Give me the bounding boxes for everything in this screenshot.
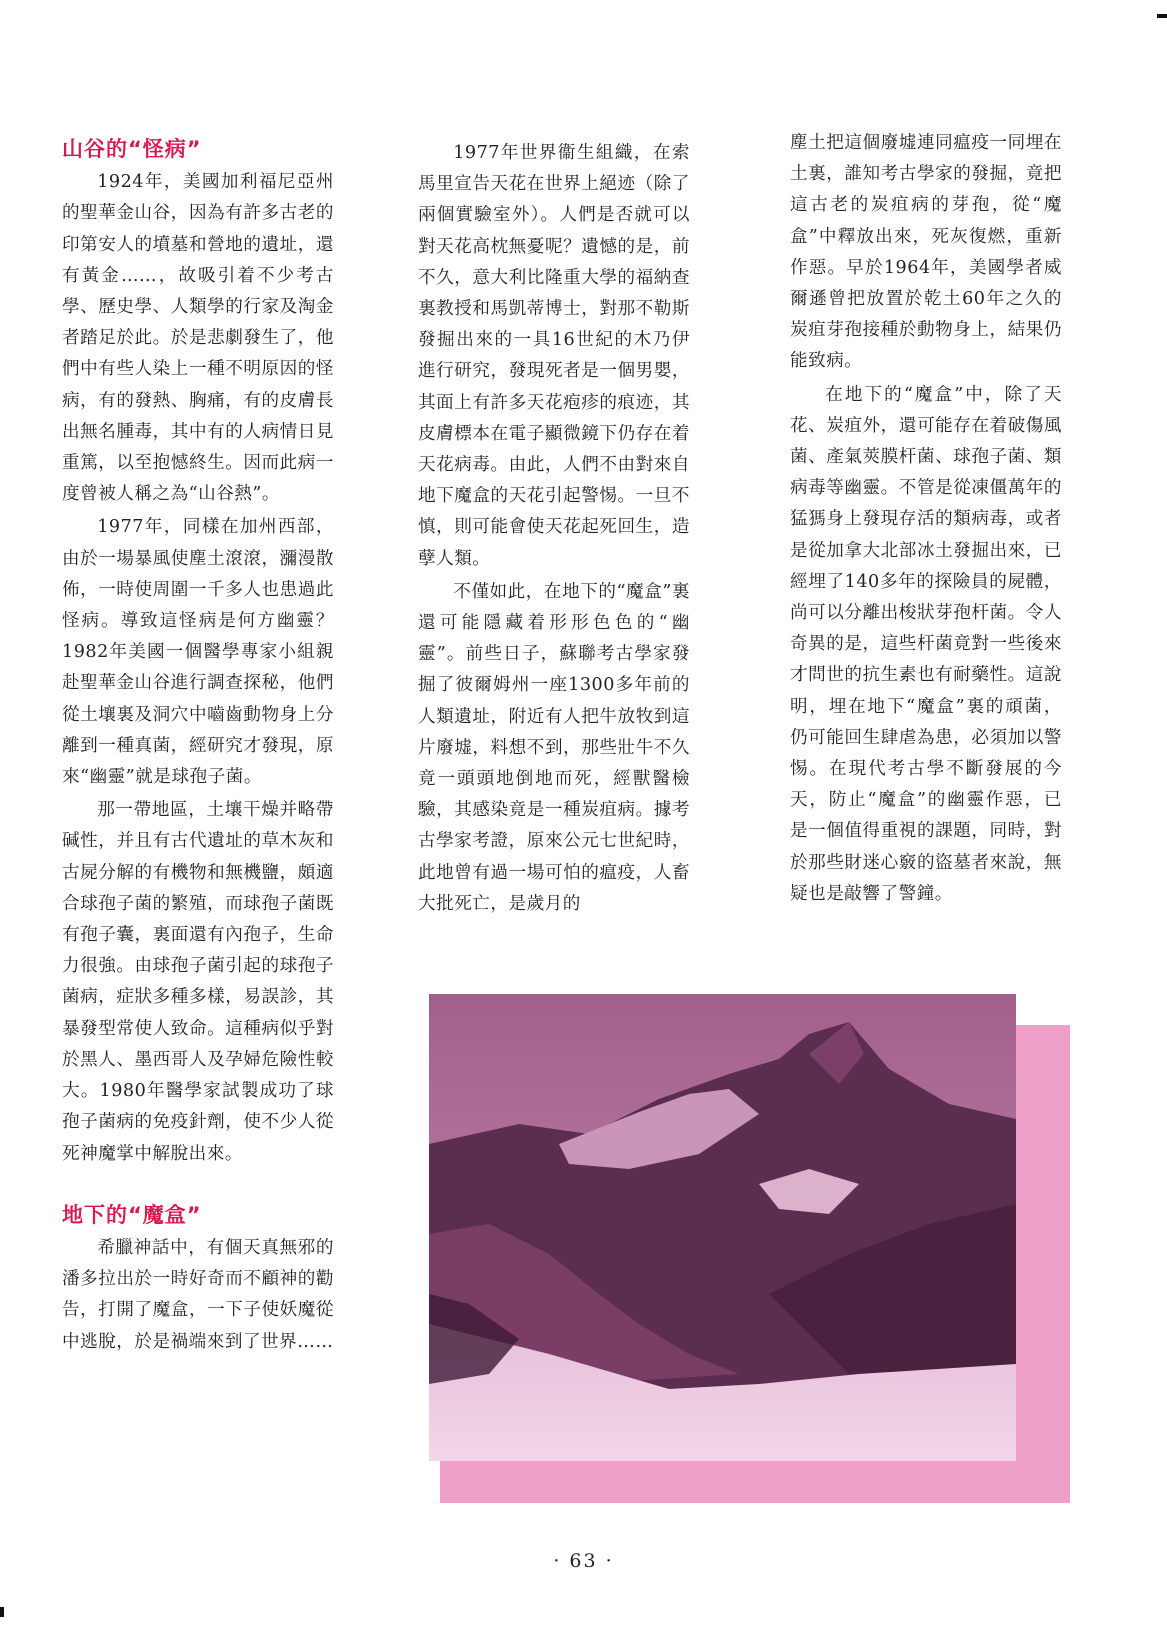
mountain-photo (429, 994, 1016, 1461)
paragraph: 在地下的“魔盒”中，除了天花、炭疽外，還可能存在着破傷風菌、產氣莢膜杆菌、球孢子菌、類病毒等幽靈。不管是從凍僵萬年的猛獁身上發現存活的類病毒，或者是從加拿大北部冰土發掘出來，已經埋了140多年的探險員的屍體，尚可以分離出梭狀芽孢杆菌。令人奇異的是，這些杆菌竟對一些後來才問世的抗生素也有耐藥性。這說明，埋在地下“魔盒”裏的頑菌，仍可能回生肆虐為患，必須加以警惕。在現代考古學不斷發展的今天，防止“魔盒”的幽靈作惡，已是一個值得重視的課題，同時，對於那些財迷心竅的盜墓者來說，無疑也是敲響了警鐘。 (790, 384, 1062, 904)
section-title-underground-box: 地下的“魔盒” (62, 1202, 202, 1227)
paragraph: 1977年世界衞生組織，在索馬里宣告天花在世界上絕迹（除了兩個實驗室外）。人們是否就可以對天花高枕無憂呢？遺憾的是，前不久，意大利比隆重大學的福納查裏教授和馬凱蒂博士，對那不勒斯發掘出來的一具16世紀的木乃伊進行研究，發現死者是一個男嬰，其面上有許多天花疱疹的痕迹，其皮膚標本在電子顯微鏡下仍存在着天花病毒。由此，人們不由對來自地下魔盒的天花引起警惕。一旦不慎，則可能會使天花起死回生，造孽人類。 (418, 143, 690, 569)
corner-crop-mark-bottom (0, 1607, 4, 1617)
paragraph: 那一帶地區，土壤干燥并略帶碱性，并且有古代遺址的草木灰和古屍分解的有機物和無機鹽，頗適合球孢子菌的繁殖，而球孢子菌既有孢子囊，裏面還有內孢子，生命力很強。由球孢子菌引起的球孢子菌病，症狀多種多樣，易誤診，其暴發型常使人致命。這種病似乎對於黑人、墨西哥人及孕婦危險性較大。1980年醫學家試製成功了球孢子菌病的免疫針劑，使不少人從死神魔掌中解脫出來。 (62, 800, 334, 1164)
paragraph: 1924年，美國加利福尼亞州的聖華金山谷，因為有許多古老的印第安人的墳墓和營地的遺址，還有黃金……，故吸引着不少考古學、歷史學、人類學的行家及淘金者踏足於此。於是悲劇發生了，他們中有些人染上一種不明原因的怪病，有的發熱、胸痛，有的皮膚長出無名腫毒，其中有的人病情日見重篤，以至抱憾終生。因而此病一度曾被人稱之為“山谷熱”。 (62, 172, 334, 505)
section-title-valley-disease: 山谷的“怪病” (62, 137, 202, 161)
paragraph: 希臘神話中，有個天真無邪的潘多拉出於一時好奇而不顧神的勸告，打開了魔盒，一下子使妖魔從中逃脫，於是禍端來到了世界…… (62, 1237, 334, 1352)
column-2 (418, 138, 690, 920)
paragraph: 不僅如此，在地下的“魔盒”裏還可能隱藏着形形色色的“幽靈”。前些日子，蘇聯考古學家發掘了彼爾姆州一座1300多年前的人類遺址，附近有人把牛放牧到這片廢墟，料想不到，那些壯牛不久竟一頭頭地倒地而死，經獸醫檢驗，其感染竟是一種炭疽病。據考古學家考證，原來公元七世紀時，此地曾有過一場可怕的瘟疫，人畜大批死亡，是歲月的 (418, 581, 690, 914)
column-3 (790, 128, 1062, 910)
page-number: · 63 · (553, 1550, 614, 1572)
column-1 (62, 128, 334, 1358)
paragraph: 1977年，同樣在加州西部，由於一場暴風使塵土滾滾，瀰漫散佈，一時使周圍一千多人也患過此怪病。導致這怪病是何方幽靈？1982年美國一個醫學專家小組親赴聖華金山谷進行調查探秘，他們從土壤裏及洞穴中嚙齒動物身上分離到一種真菌，經研究才發現，原來“幽靈”就是球孢子菌。 (62, 517, 334, 788)
paragraph: 塵土把這個廢墟連同瘟疫一同埋在土裏，誰知考古學家的發掘，竟把這古老的炭疽病的芽孢，從“魔盒”中釋放出來，死灰復燃，重新作惡。早於1964年，美國學者威爾遜曾把放置於乾土60年之久的炭疽芽孢接種於動物身上，結果仍能致病。 (790, 133, 1062, 372)
corner-crop-mark-top (1157, 14, 1167, 18)
